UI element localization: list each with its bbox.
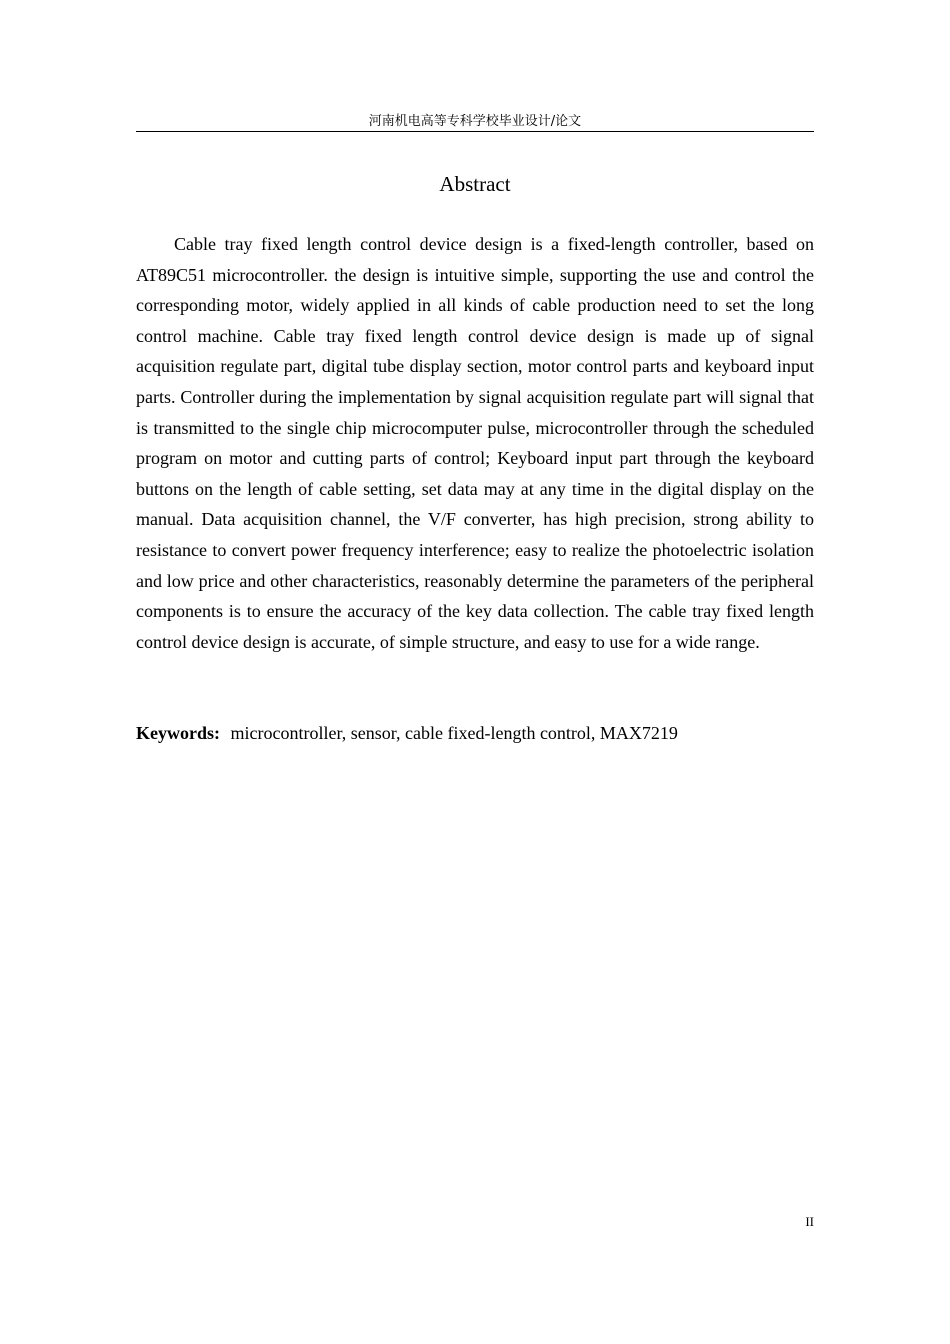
page-number: II xyxy=(805,1214,814,1229)
keywords-value: microcontroller, sensor, cable fixed-length control, MAX7219 xyxy=(230,723,678,743)
header-rule xyxy=(136,131,814,132)
abstract-title: Abstract xyxy=(439,172,511,196)
running-header: 河南机电高等专科学校毕业设计/论文 xyxy=(368,114,582,129)
keywords-line xyxy=(136,718,814,748)
keywords-label: Keywords: xyxy=(136,723,220,743)
abstract-body: Cable tray fixed length control device design is a fixed-length controller, based on AT89C51 microcontroller. the design is intuitive simple, supporting the use and control the corresponding motor, widely applied in all kinds of cable production need to set the long control machine. Cable tray fixed length control device design is made up of signal acquisition regulate part, digital tube display section, motor control parts and keyboard input parts. Controller during the implementation by signal acquisition regulate part will signal that is transmitted to the single chip microcomputer pulse, microcontroller through the scheduled program on motor and cutting parts of control; Keyboard input part through the keyboard buttons on the length of cable setting, set data may at any time in the digital display on the manual. Data acquisition channel, the V/F converter, has high precision, strong ability to resistance to convert power frequency interference; easy to realize the photoelectric isolation and low price and other characteristics, reasonably determine the parameters of the peripheral components is to ensure the accuracy of the key data collection. The cable tray fixed length control device design is accurate, of simple structure, and easy to use for a wide range. xyxy=(136,234,814,652)
